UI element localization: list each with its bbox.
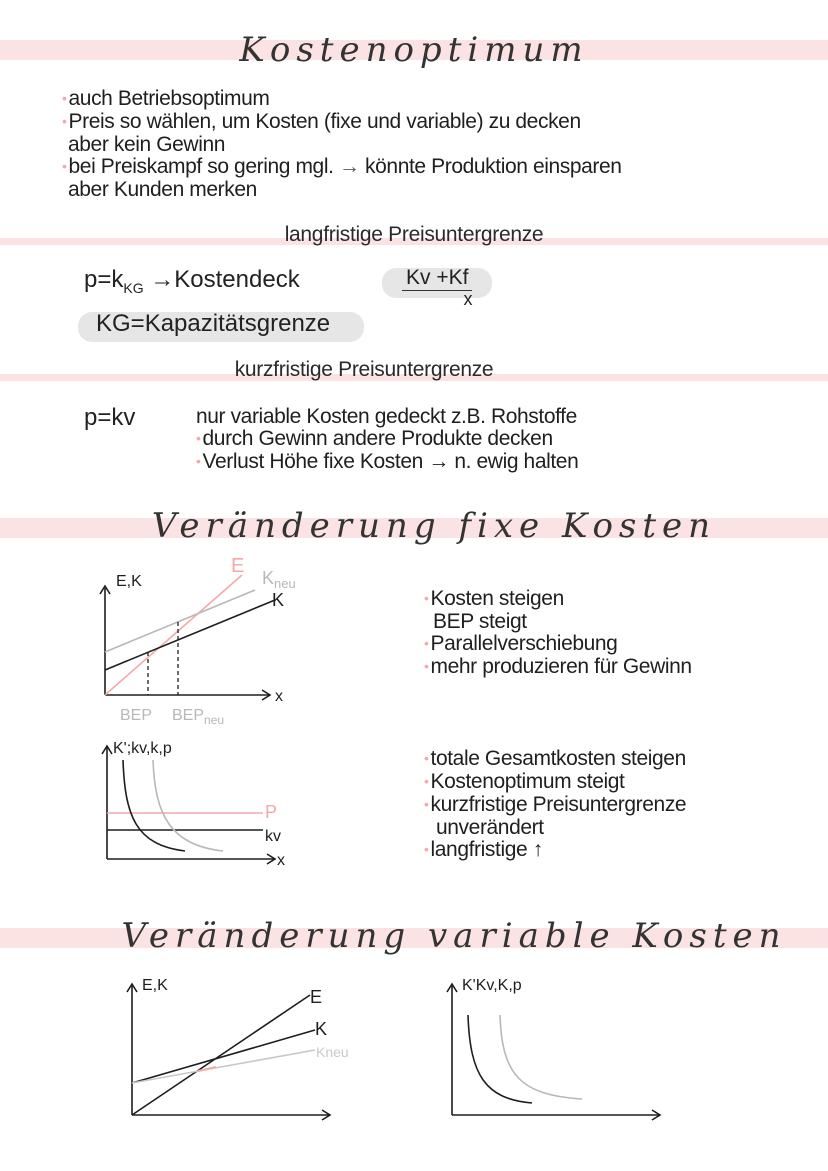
arrow-icon: →: [428, 450, 449, 473]
x-axis-label: x: [275, 688, 283, 705]
notes-fixed-costs-1: [424, 588, 692, 679]
bullet-list-1: [62, 88, 622, 201]
section-title-fixe-kosten: Veränderung fixe Kosten: [151, 506, 717, 546]
label-p: P: [265, 802, 278, 822]
notes-fixed-costs-2: [424, 748, 686, 862]
y-axis-label: E,K: [142, 977, 168, 994]
label-k: K: [272, 590, 285, 610]
note-line: •Verlust Höhe fixe Kosten → n. ewig halten: [196, 450, 579, 473]
note-item: •langfristige ↑: [424, 838, 543, 861]
section-title-variable-kosten: Veränderung variable Kosten: [121, 916, 787, 956]
label-kv: kv: [265, 828, 281, 845]
note-item: unverändert: [436, 816, 544, 839]
bullet-item: •Preis so wählen, um Kosten (fixe und variable) zu decken: [62, 110, 581, 133]
cost-line-k: [132, 1030, 315, 1083]
short-term-notes: [196, 406, 578, 474]
note-line: •durch Gewinn andere Produkte decken: [196, 427, 553, 450]
note-line: nur variable Kosten gedeckt z.B. Rohstoffe: [196, 405, 577, 428]
label-bep: BEP: [120, 707, 153, 724]
unit-cost-curve-neu: [153, 760, 223, 851]
unit-cost-curve-neu: [500, 1015, 582, 1099]
arrow-icon: →: [338, 155, 360, 178]
fraction-formula: Kv +Kf x: [402, 266, 472, 307]
label-kneu: $K_{neu}$: [262, 568, 296, 591]
bullet-item-continued: aber Kunden merken: [68, 178, 257, 201]
subtitle-langfristige: langfristige Preisuntergrenze: [284, 223, 544, 246]
x-axis-label: x: [277, 852, 285, 869]
y-axis-label: K';kv,k,p: [113, 740, 172, 757]
kg-note: KG=Kapazitätsgrenze: [96, 310, 331, 337]
chart-fixed-costs-unit: [95, 735, 295, 869]
note-item: •mehr produzieren für Gewinn: [424, 655, 692, 678]
section-title-kostenoptimum: Kostenoptimum: [239, 30, 589, 70]
label-bep-neu: $BEP_{neu}$: [172, 707, 225, 727]
chart-variable-costs-unit: [440, 975, 680, 1125]
formula-long-term: $p=k_{KG}$ →Kostendeck: [84, 266, 300, 296]
bullet-item: •auch Betriebsoptimum: [62, 87, 270, 110]
revenue-line-e: [105, 575, 242, 695]
cost-line-kneu: [132, 1050, 315, 1083]
note-item: BEP steigt: [433, 610, 527, 633]
y-axis-label: E,K: [116, 573, 142, 590]
label-e: E: [231, 555, 245, 577]
note-item: •Kostenoptimum steigt: [424, 770, 625, 793]
y-axis-label: K'Kv,K,p: [462, 977, 522, 994]
bullet-item: •bei Preiskampf so gering mgl. → könnte Produktion einsparen: [62, 155, 622, 178]
formula-short-term: p=kv: [84, 404, 136, 431]
chart-variable-costs-bep: [120, 975, 380, 1125]
note-item: •totale Gesamtkosten steigen: [424, 747, 686, 770]
arrow-icon: →: [150, 266, 175, 293]
note-item: •kurzfristige Preisuntergrenze: [424, 793, 687, 816]
cost-line-kneu: [105, 590, 255, 652]
chart-fixed-costs-bep: [90, 555, 420, 730]
label-kneu: Kneu: [316, 1044, 349, 1060]
note-item: •Kosten steigen: [424, 587, 564, 610]
note-item: •Parallelverschiebung: [424, 632, 618, 655]
bullet-item-continued: aber kein Gewinn: [68, 133, 226, 156]
cost-line-k: [105, 600, 275, 670]
subtitle-kurzfristige: kurzfristige Preisuntergrenze: [234, 358, 494, 381]
label-k: K: [315, 1019, 328, 1039]
label-e: E: [310, 987, 323, 1007]
